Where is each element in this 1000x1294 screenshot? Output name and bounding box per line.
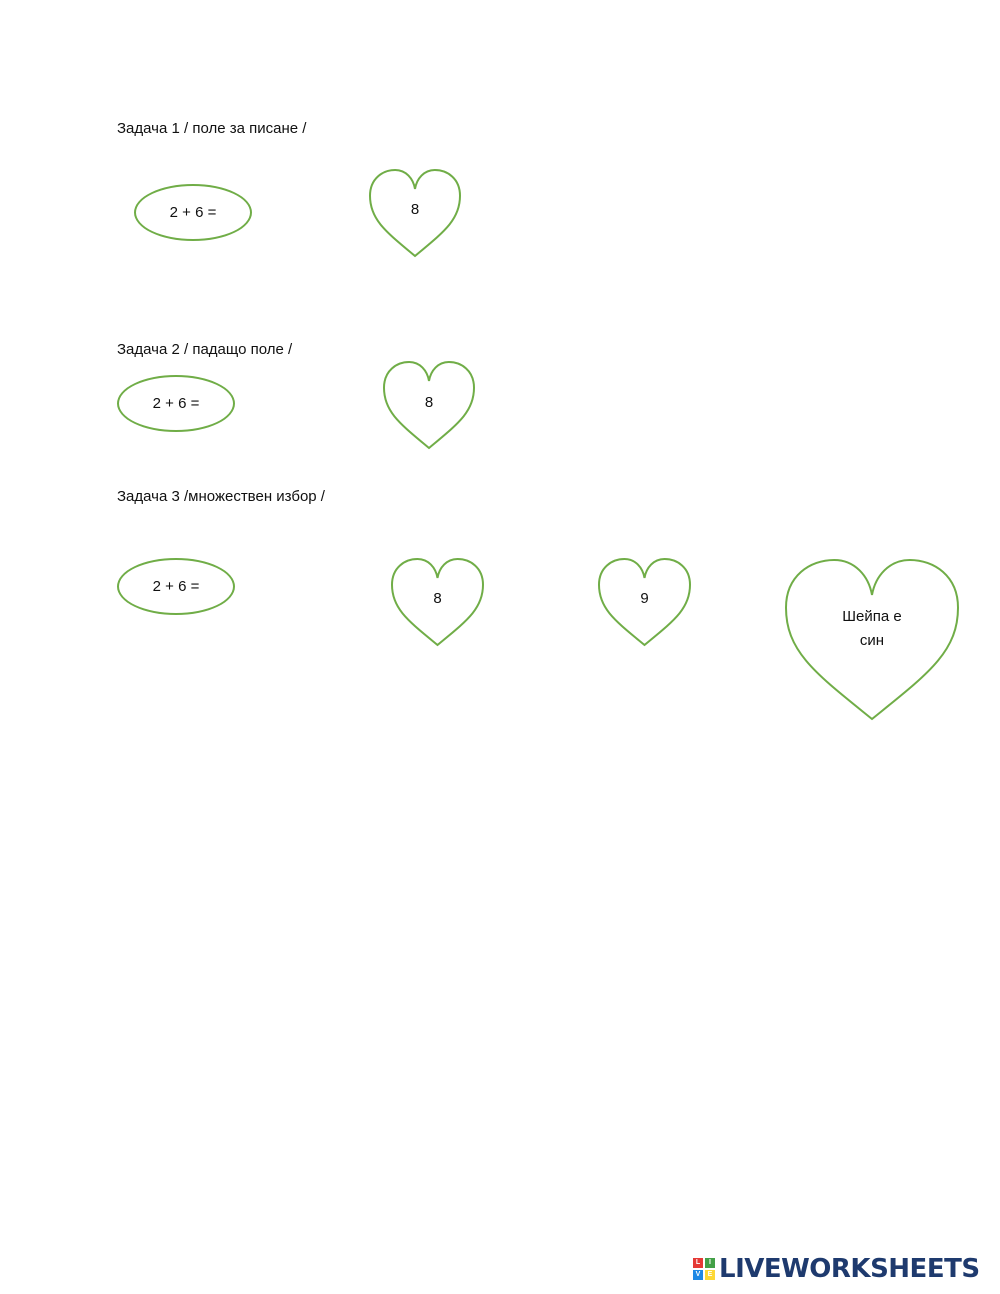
task-1-expression: 2 + 6 = (169, 204, 217, 221)
task-2-heart-value: 8 (424, 394, 434, 411)
task-2-answer-heart[interactable] (384, 362, 474, 448)
task-3-choice-value-1: 8 (433, 590, 442, 607)
task-3-choice-heart-3[interactable] (786, 560, 958, 719)
task-3-choice-heart-1[interactable] (392, 559, 483, 645)
task-3-choice-heart-2[interactable] (599, 559, 690, 645)
task-3-expression: 2 + 6 = (152, 578, 200, 595)
logo-cube-l: L (693, 1258, 703, 1268)
logo-cube-v: V (693, 1270, 703, 1280)
liveworksheets-logo (693, 1254, 980, 1284)
task-2-expression-oval (117, 375, 235, 432)
task-2-heading: Задача 2 / падащо поле / (117, 341, 293, 358)
task-3-choice-value-2: 9 (640, 590, 649, 607)
task-2-expression: 2 + 6 = (152, 395, 200, 412)
task-3-expression-oval (117, 558, 235, 615)
task-3-choice-text-line-1: Шейпа е (842, 608, 902, 625)
logo-cube-i: I (705, 1258, 715, 1268)
task-1-heart-value: 8 (410, 201, 420, 218)
task-1-answer-heart[interactable] (370, 170, 460, 256)
task-1-heading: Задача 1 / поле за писане / (117, 120, 307, 137)
task-1-expression-oval (134, 184, 252, 241)
task-3-heading: Задача 3 /множествен избор / (117, 488, 325, 505)
logo-cube-e: E (705, 1270, 715, 1280)
logo-text: LIVEWORKSHEETS (719, 1254, 980, 1284)
task-3-choice-text-line-2: син (859, 632, 885, 649)
logo-cubes-icon (693, 1258, 715, 1280)
